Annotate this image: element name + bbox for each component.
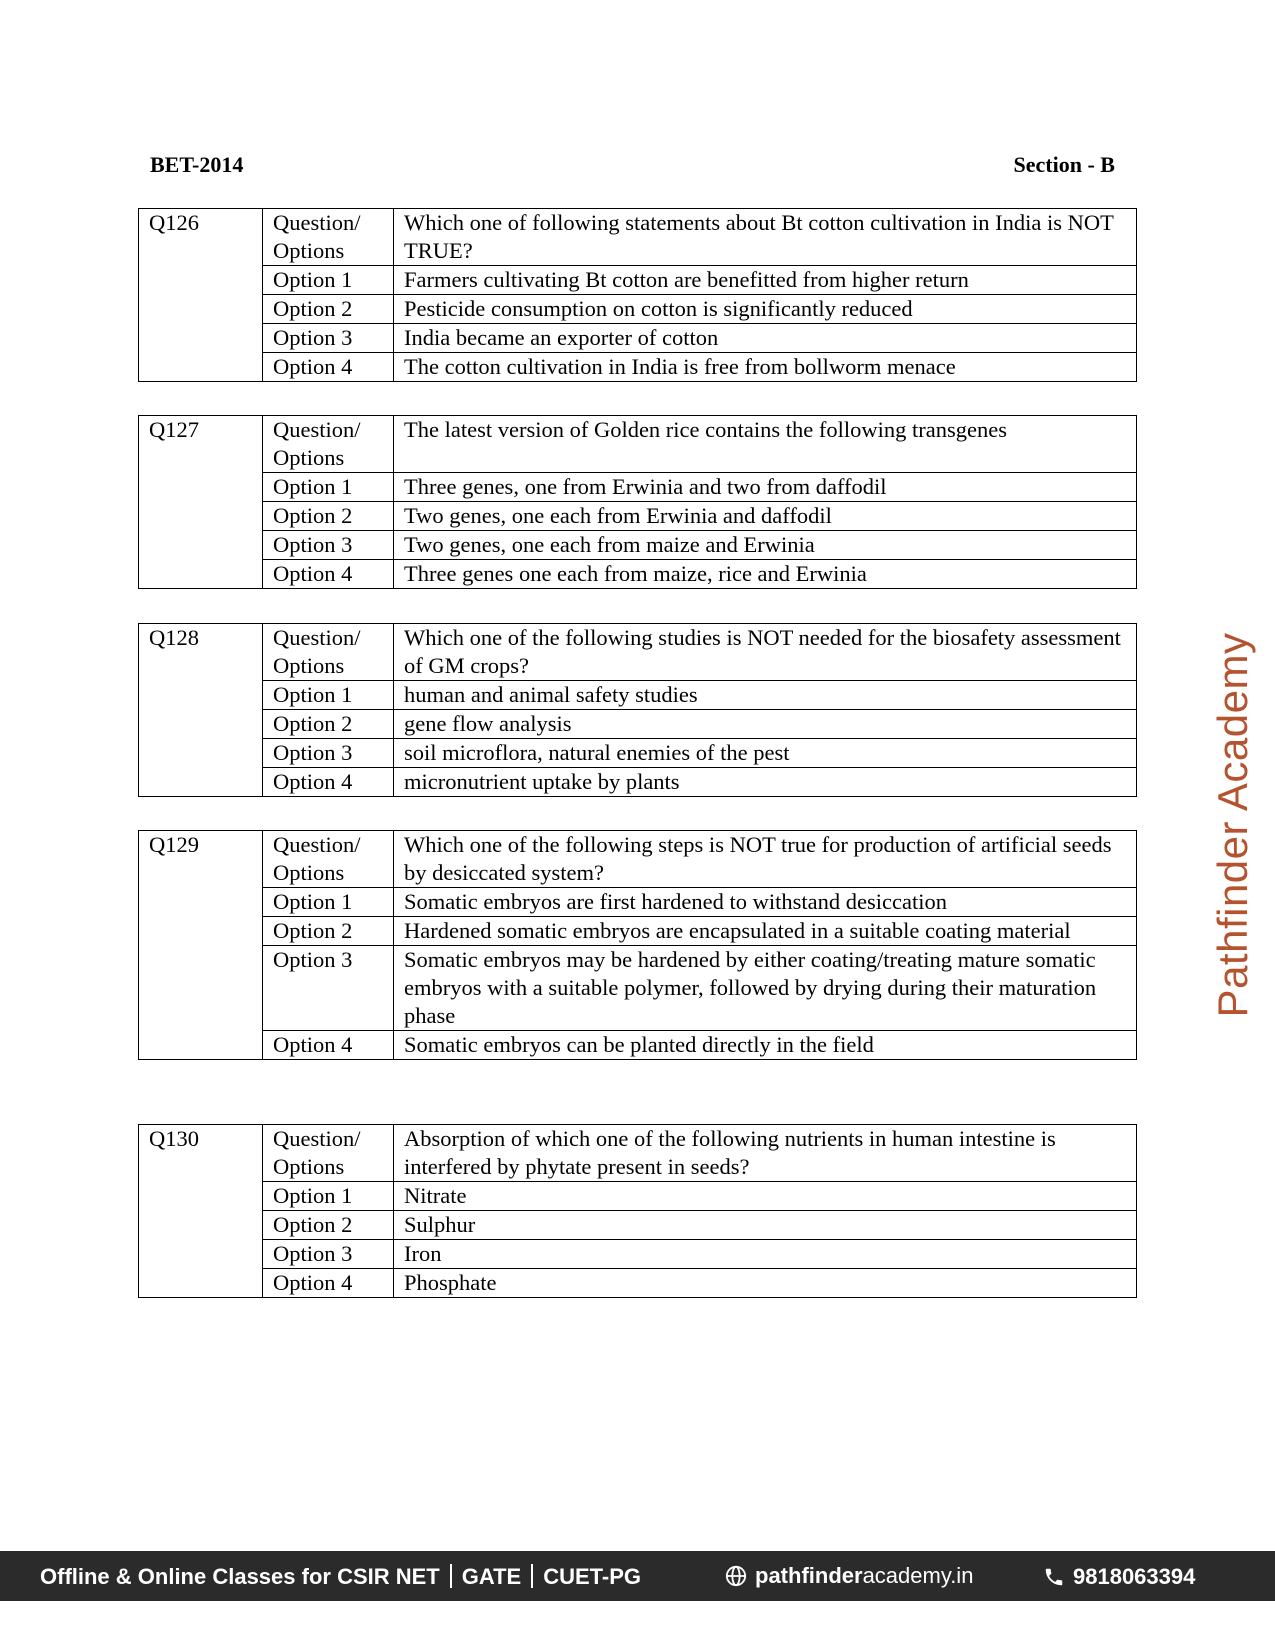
option-text: Iron — [394, 1240, 1137, 1269]
option-row — [139, 473, 1137, 502]
tagline-cuet: CUET-PG — [543, 1564, 642, 1589]
question-number: Q129 — [139, 831, 263, 1060]
option-label: Option 3 — [263, 324, 394, 353]
website-rest: academy.in — [862, 1563, 974, 1588]
option-label: Option 1 — [263, 266, 394, 295]
question-row — [139, 209, 1137, 266]
question-number: Q128 — [139, 624, 263, 797]
option-text: The cotton cultivation in India is free from bollworm menace — [394, 353, 1137, 382]
question-label: Question/ Options — [263, 209, 394, 266]
question-table-q128 — [138, 623, 1137, 797]
divider — [531, 1564, 533, 1588]
option-text: Three genes, one from Erwinia and two from daffodil — [394, 473, 1137, 502]
footer-tagline — [40, 1564, 641, 1590]
phone-icon — [1043, 1566, 1065, 1594]
website-link[interactable] — [725, 1563, 973, 1593]
option-text: Somatic embryos may be hardened by either coating/treating mature somatic embryos with a suitable polymer, followed by drying during their maturation phase — [394, 946, 1137, 1031]
option-label: Option 4 — [263, 768, 394, 797]
option-label: Option 3 — [263, 946, 394, 1031]
option-label: Option 2 — [263, 917, 394, 946]
section-title: Section - B — [1013, 152, 1115, 177]
option-label: Option 3 — [263, 531, 394, 560]
option-row — [139, 888, 1137, 917]
watermark: Pathfinder Academy — [1209, 632, 1256, 1018]
option-text: Two genes, one each from Erwinia and daffodil — [394, 502, 1137, 531]
option-row — [139, 266, 1137, 295]
option-label: Option 4 — [263, 1269, 394, 1298]
divider — [450, 1564, 452, 1588]
phone-number[interactable] — [1043, 1564, 1195, 1594]
option-label: Option 2 — [263, 710, 394, 739]
option-row — [139, 681, 1137, 710]
globe-icon — [725, 1565, 747, 1593]
option-label: Option 1 — [263, 473, 394, 502]
option-text: Three genes one each from maize, rice and Erwinia — [394, 560, 1137, 589]
option-label: Option 4 — [263, 1031, 394, 1060]
option-row — [139, 531, 1137, 560]
question-number: Q126 — [139, 209, 263, 382]
question-text: Absorption of which one of the following nutrients in human intestine is interfered by phytate present in seeds? — [394, 1125, 1137, 1182]
option-row — [139, 739, 1137, 768]
question-row — [139, 416, 1137, 473]
option-label: Option 1 — [263, 681, 394, 710]
option-row — [139, 1182, 1137, 1211]
question-label: Question/ Options — [263, 624, 394, 681]
option-label: Option 2 — [263, 295, 394, 324]
option-row — [139, 917, 1137, 946]
question-label: Question/ Options — [263, 1125, 394, 1182]
option-text: Sulphur — [394, 1211, 1137, 1240]
question-row — [139, 1125, 1137, 1182]
question-row — [139, 831, 1137, 888]
option-row — [139, 1211, 1137, 1240]
option-label: Option 1 — [263, 1182, 394, 1211]
page-header — [150, 152, 1115, 178]
option-row — [139, 1031, 1137, 1060]
option-row — [139, 1240, 1137, 1269]
question-table-q130 — [138, 1124, 1137, 1298]
option-label: Option 4 — [263, 353, 394, 382]
option-text: Two genes, one each from maize and Erwinia — [394, 531, 1137, 560]
option-row — [139, 768, 1137, 797]
option-row — [139, 324, 1137, 353]
option-row — [139, 560, 1137, 589]
phone-text: 9818063394 — [1073, 1564, 1196, 1589]
question-table-q126 — [138, 208, 1137, 382]
option-text: Hardened somatic embryos are encapsulated in a suitable coating material — [394, 917, 1137, 946]
option-label: Option 1 — [263, 888, 394, 917]
question-row — [139, 624, 1137, 681]
option-label: Option 2 — [263, 1211, 394, 1240]
option-text: gene flow analysis — [394, 710, 1137, 739]
option-row — [139, 946, 1137, 1031]
tagline-csir: Offline & Online Classes for CSIR NET — [40, 1564, 440, 1589]
tagline-gate: GATE — [461, 1564, 522, 1589]
question-number: Q130 — [139, 1125, 263, 1298]
option-label: Option 3 — [263, 1240, 394, 1269]
option-label: Option 3 — [263, 739, 394, 768]
option-row — [139, 353, 1137, 382]
option-text: India became an exporter of cotton — [394, 324, 1137, 353]
option-label: Option 2 — [263, 502, 394, 531]
option-text: Phosphate — [394, 1269, 1137, 1298]
question-text: Which one of the following studies is NOT needed for the biosafety assessment of GM crops? — [394, 624, 1137, 681]
footer-banner — [0, 1551, 1275, 1601]
option-row — [139, 502, 1137, 531]
option-row — [139, 1269, 1137, 1298]
question-label: Question/ Options — [263, 831, 394, 888]
option-text: micronutrient uptake by plants — [394, 768, 1137, 797]
question-text: The latest version of Golden rice contains the following transgenes — [394, 416, 1137, 473]
question-table-q127 — [138, 415, 1137, 589]
option-row — [139, 710, 1137, 739]
website-bold: pathfinder — [755, 1563, 863, 1588]
question-label: Question/ Options — [263, 416, 394, 473]
option-text: human and animal safety studies — [394, 681, 1137, 710]
option-text: Pesticide consumption on cotton is significantly reduced — [394, 295, 1137, 324]
question-text: Which one of the following steps is NOT true for production of artificial seeds by desiccated system? — [394, 831, 1137, 888]
question-text: Which one of following statements about Bt cotton cultivation in India is NOT TRUE? — [394, 209, 1137, 266]
question-number: Q127 — [139, 416, 263, 589]
option-row — [139, 295, 1137, 324]
option-label: Option 4 — [263, 560, 394, 589]
option-text: Farmers cultivating Bt cotton are benefitted from higher return — [394, 266, 1137, 295]
question-table-q129 — [138, 830, 1137, 1060]
exam-title: BET-2014 — [150, 152, 244, 177]
option-text: Somatic embryos can be planted directly in the field — [394, 1031, 1137, 1060]
option-text: soil microflora, natural enemies of the pest — [394, 739, 1137, 768]
option-text: Somatic embryos are first hardened to withstand desiccation — [394, 888, 1137, 917]
option-text: Nitrate — [394, 1182, 1137, 1211]
